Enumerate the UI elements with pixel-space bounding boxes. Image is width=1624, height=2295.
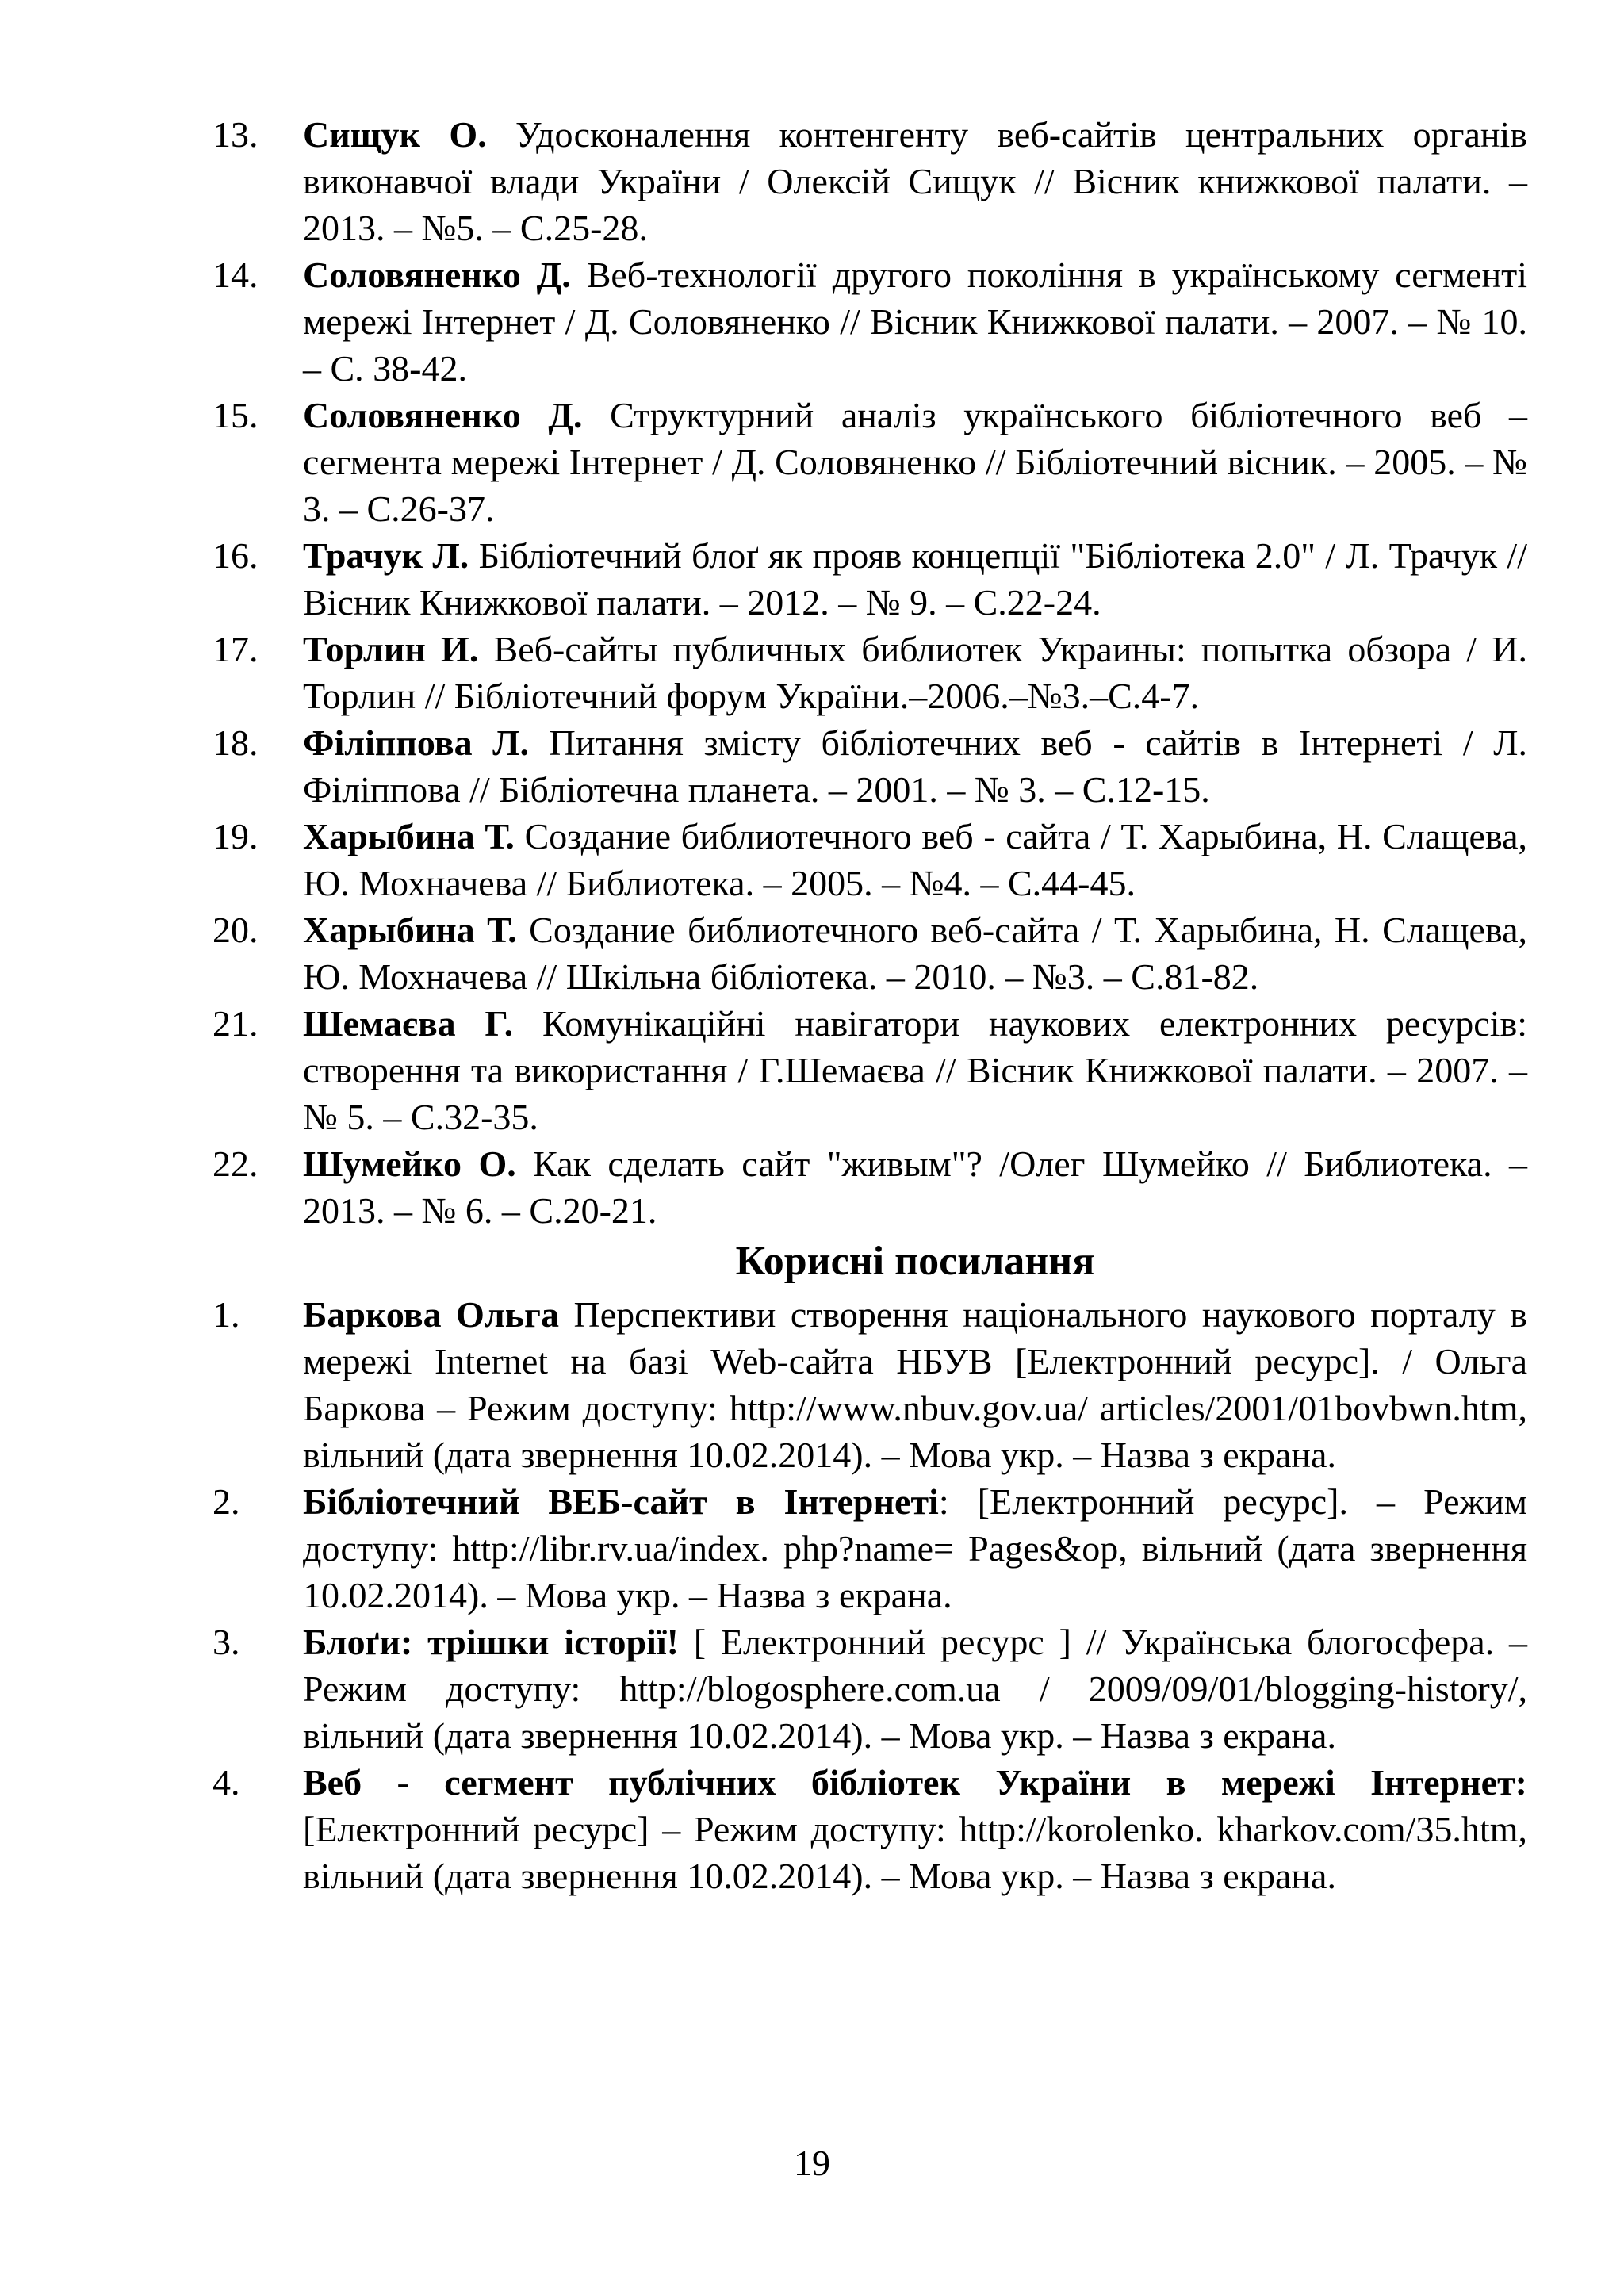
reference-author: Шемаєва Г. xyxy=(303,1003,514,1044)
link-text: : [Електронний ресурс]. – Режим доступу: http://libr.rv.ua/index. php?name= Pages&op, вільний (дата звернення 10.02.2014). – Мова укр. – Назва з екрана. xyxy=(303,1481,1527,1615)
reference-item-20 xyxy=(213,906,1527,1000)
link-title: Бібліотечний ВЕБ-сайт в Інтернеті xyxy=(303,1481,939,1522)
reference-number: 18. xyxy=(213,722,259,763)
link-title: Баркова Ольга xyxy=(303,1294,559,1335)
reference-author: Торлин И. xyxy=(303,629,479,669)
page-content xyxy=(213,111,1527,1899)
reference-text: Удосконалення контенгенту веб-сайтів центральних органів виконавчої влади України / Олексій Сищук // Вісник книжкової палати. – 2013. – №5. – С.25-28. xyxy=(303,114,1527,248)
link-text: [Електронний ресурс] – Режим доступу: http://korolenko. kharkov.com/35.htm, вільний (дата звернення 10.02.2014). – Мова укр. – Назва з екрана. xyxy=(303,1809,1527,1896)
reference-item-16 xyxy=(213,532,1527,626)
link-text: Перспективи створення національного наукового порталу в мережі Internet на базі Web-сайта НБУВ [Електронний ресурс]. / Ольга Баркова – Режим доступу: http://www.nbuv.gov.ua/ articles/2001/01bovbwn.htm, вільний (дата звернення 10.02.2014). – Мова укр. – Назва з екрана. xyxy=(303,1294,1527,1475)
useful-links-heading: Корисні посилання xyxy=(735,1239,1095,1284)
reference-item-19 xyxy=(213,813,1527,906)
reference-item-14 xyxy=(213,251,1527,392)
reference-item-17 xyxy=(213,626,1527,719)
reference-number: 14. xyxy=(213,255,259,295)
reference-author: Харыбина Т. xyxy=(303,816,515,856)
link-title: Веб - сегмент публічних бібліотек України в мережі Інтернет: xyxy=(303,1762,1527,1803)
reference-text: Структурний аналіз українського бібліотечного веб – сегмента мережі Інтернет / Д. Соловяненко // Бібліотечний вісник. – 2005. – № 3. – С.26-37. xyxy=(303,395,1527,529)
reference-author: Сищук О. xyxy=(303,114,487,155)
reference-item-18 xyxy=(213,719,1527,813)
link-text: [ Електронний ресурс ] // Українська блогосфера. – Режим доступу: http://blogosphere.com.ua / 2009/09/01/blogging-history/, вільний (дата звернення 10.02.2014). – Мова укр. – Назва з екрана. xyxy=(303,1622,1528,1756)
reference-author: Шумейко О. xyxy=(303,1144,516,1184)
reference-number: 19. xyxy=(213,816,259,856)
link-number: 1. xyxy=(213,1294,240,1335)
reference-number: 21. xyxy=(213,1003,259,1044)
reference-item-13 xyxy=(213,111,1527,251)
link-number: 2. xyxy=(213,1481,240,1522)
link-number: 3. xyxy=(213,1622,240,1662)
reference-text: Веб-сайты публичных библиотек Украины: попытка обзора / И. Торлин // Бібліотечний форум України.–2006.–№3.–С.4-7. xyxy=(303,629,1527,716)
reference-number: 22. xyxy=(213,1144,259,1184)
link-number: 4. xyxy=(213,1762,240,1803)
reference-item-22 xyxy=(213,1140,1527,1234)
reference-number: 16. xyxy=(213,535,259,576)
useful-link-item-4 xyxy=(213,1759,1527,1899)
reference-number: 20. xyxy=(213,910,259,950)
reference-text: Питання змісту бібліотечних веб - сайтів в Інтернеті / Л. Філіппова // Бібліотечна планета. – 2001. – № 3. – С.12-15. xyxy=(303,722,1527,810)
link-title: Блоґи: трішки історії! xyxy=(303,1622,679,1662)
reference-author: Філіппова Л. xyxy=(303,722,529,763)
reference-number: 13. xyxy=(213,114,259,155)
reference-text: Комунікаційні навігатори наукових електронних ресурсів: створення та використання / Г.Шемаєва // Вісник Книжкової палати. – 2007. – № 5. – С.32-35. xyxy=(303,1003,1527,1137)
page-number: 19 xyxy=(794,2143,830,2183)
useful-link-item-1 xyxy=(213,1291,1527,1478)
reference-number: 17. xyxy=(213,629,259,669)
reference-author: Харыбина Т. xyxy=(303,910,517,950)
reference-number: 15. xyxy=(213,395,259,435)
reference-author: Соловяненко Д. xyxy=(303,395,583,435)
reference-author: Соловяненко Д. xyxy=(303,255,571,295)
reference-text: Бібліотечний блоґ як прояв концепції "Бібліотека 2.0" / Л. Трачук // Вісник Книжкової палати. – 2012. – № 9. – С.22-24. xyxy=(303,535,1527,623)
useful-link-item-3 xyxy=(213,1619,1527,1759)
useful-link-item-2 xyxy=(213,1478,1527,1619)
reference-text: Создание библиотечного веб - сайта / Т. Харыбина, Н. Слащева, Ю. Мохначева // Библиотека. – 2005. – №4. – С.44-45. xyxy=(303,816,1527,903)
reference-text: Создание библиотечного веб-сайта / Т. Харыбина, Н. Слащева, Ю. Мохначева // Шкільна бібліотека. – 2010. – №3. – С.81-82. xyxy=(303,910,1527,997)
reference-item-21 xyxy=(213,1000,1527,1140)
reference-text: Как сделать сайт "живым"? /Олег Шумейко // Библиотека. – 2013. – № 6. – С.20-21. xyxy=(303,1144,1527,1231)
reference-text: Веб-технології другого покоління в українському сегменті мережі Інтернет / Д. Соловяненко // Вісник Книжкової палати. – 2007. – № 10. – С. 38-42. xyxy=(303,255,1527,389)
reference-author: Трачук Л. xyxy=(303,535,469,576)
reference-item-15 xyxy=(213,392,1527,532)
